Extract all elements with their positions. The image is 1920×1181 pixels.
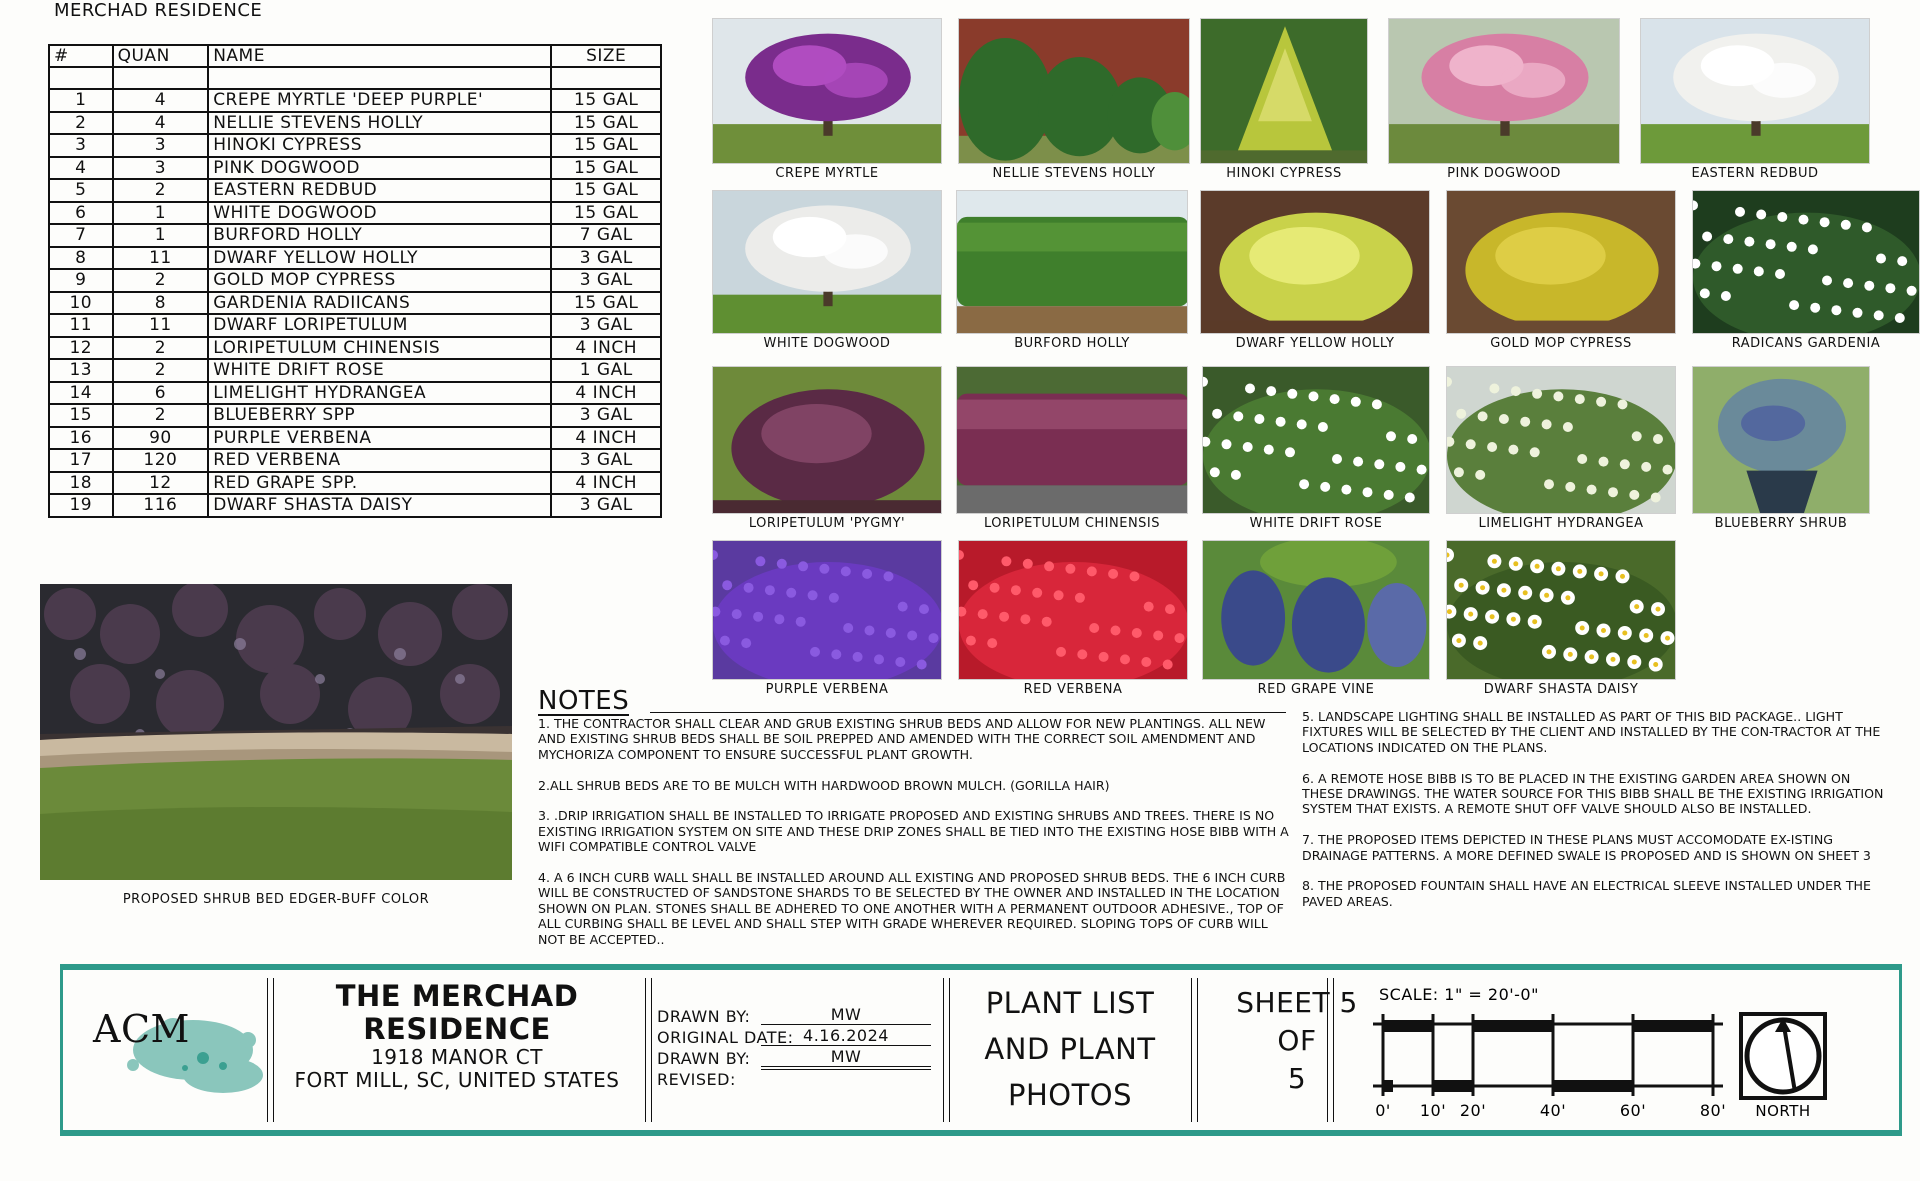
scale-label: SCALE: 1" = 20'-0" <box>1379 985 1539 1004</box>
title-divider <box>651 978 652 1122</box>
plant-photo-image <box>1640 18 1870 164</box>
plant-photo-caption: DWARF SHASTA DAISY <box>1483 682 1639 697</box>
scale-tick-20: 20' <box>1459 1101 1487 1120</box>
plant-number: 10 <box>49 292 113 315</box>
plant-photo <box>1640 18 1870 181</box>
plant-number: 16 <box>49 427 113 450</box>
original-date-label: ORIGINAL DATE: <box>657 1028 794 1047</box>
plant-size: 3 GAL <box>551 449 661 472</box>
plant-number: 8 <box>49 247 113 270</box>
plant-name: DWARF LORIPETULUM <box>208 314 551 337</box>
table-spacer-row <box>49 67 661 89</box>
project-address-line-2: FORT MILL, SC, UNITED STATES <box>294 1068 620 1092</box>
scale-tick-60: 60' <box>1619 1101 1647 1120</box>
plant-photo-image <box>1446 190 1676 334</box>
table-row <box>49 134 661 157</box>
plant-photo <box>712 18 942 181</box>
title-divider <box>273 978 274 1122</box>
title-divider <box>1327 978 1328 1122</box>
revised-label: REVISED: <box>657 1070 736 1089</box>
plant-photo-caption: EASTERN REDBUD <box>1691 166 1819 181</box>
plant-size: 3 GAL <box>551 269 661 292</box>
drawn-by-row <box>657 1006 937 1027</box>
plant-quantity: 12 <box>113 472 209 495</box>
plant-quantity: 2 <box>113 337 209 360</box>
plant-photo <box>712 366 942 531</box>
plant-photo <box>1446 366 1676 531</box>
plant-photo-caption: BURFORD HOLLY <box>1014 336 1130 351</box>
sheet-description-line-2: AND PLANT <box>984 1032 1156 1066</box>
plant-photo-caption: HINOKI CYPRESS <box>1226 166 1342 181</box>
edger-photo <box>40 584 512 907</box>
firm-logo <box>73 970 263 1130</box>
plant-name: GOLD MOP CYPRESS <box>208 269 551 292</box>
column-header-name: NAME <box>208 45 551 67</box>
plant-photo <box>1202 366 1430 531</box>
note-1: 1. THE CONTRACTOR SHALL CLEAR AND GRUB EXISTING SHRUB BEDS AND ALLOW FOR NEW PLANTINGS. ALL NEW AND EXISTING SHRUB BEDS SHALL BE SOIL PREPPED AND AMENDED WITH THE CORRECT SOIL AMENDMENT AND MYCHORIZA COMPONENT TO ENSURE SUCCESSFUL PLANT GROWTH. <box>538 716 1266 762</box>
sheet-description <box>955 970 1185 1130</box>
plant-photo <box>956 190 1188 351</box>
original-date-value: 4.16.2024 <box>761 1027 931 1046</box>
project-name: THE MERCHAD RESIDENCE <box>335 979 579 1046</box>
plant-name: DWARF SHASTA DAISY <box>208 494 551 517</box>
plant-name: PINK DOGWOOD <box>208 157 551 180</box>
scale-tick-40: 40' <box>1539 1101 1567 1120</box>
project-address-line-1: 1918 MANOR CT <box>371 1045 543 1069</box>
note-6: 6. A REMOTE HOSE BIBB IS TO BE PLACED IN THE EXISTING GARDEN AREA SHOWN ON THESE DRAWINGS. THE WATER SOURCE FOR THIS BIBB SHALL BE THE EXISTING IRRIGATION SYSTEM THAT EXISTS. A REMOTE SHUT OFF VALVE SHOULD ALSO BE INSTALLED. <box>1302 770 1884 817</box>
plant-photo-image <box>1388 18 1620 164</box>
plant-number: 2 <box>49 112 113 135</box>
plant-photo <box>1446 540 1676 697</box>
sheet-number-line-1: SHEET 5 <box>1236 986 1358 1019</box>
plant-number: 7 <box>49 224 113 247</box>
plant-quantity: 90 <box>113 427 209 450</box>
table-row <box>49 449 661 472</box>
scale-and-north <box>1363 970 1853 1130</box>
plant-photo-caption: RED GRAPE VINE <box>1257 682 1375 697</box>
table-row <box>49 292 661 315</box>
column-header-quantity: QUAN <box>113 45 209 67</box>
table-row <box>49 269 661 292</box>
plant-photo-image <box>1202 540 1430 680</box>
drawing-info <box>657 970 937 1130</box>
plant-size: 1 GAL <box>551 359 661 382</box>
plant-size: 15 GAL <box>551 292 661 315</box>
title-block <box>60 964 1902 1136</box>
plant-number: 18 <box>49 472 113 495</box>
plant-size: 3 GAL <box>551 247 661 270</box>
sheet-description-line-1: PLANT LIST <box>985 986 1155 1020</box>
plant-photo <box>958 18 1190 181</box>
title-divider <box>1191 978 1192 1122</box>
column-header-size: SIZE <box>551 45 661 67</box>
table-row <box>49 112 661 135</box>
plant-photo-caption: LIMELIGHT HYDRANGEA <box>1478 516 1644 531</box>
plant-photo-image <box>958 18 1190 164</box>
notes-right-column <box>1302 709 1892 925</box>
plant-name: RED GRAPE SPP. <box>208 472 551 495</box>
plant-photo <box>1446 190 1676 351</box>
plant-photo <box>1200 18 1368 181</box>
plant-size: 3 GAL <box>551 494 661 517</box>
plant-quantity: 2 <box>113 359 209 382</box>
plant-photo-image <box>1200 18 1368 164</box>
plant-size: 7 GAL <box>551 224 661 247</box>
plant-quantity: 116 <box>113 494 209 517</box>
plant-photo-image <box>1202 366 1430 514</box>
notes-left-column <box>538 716 1290 962</box>
plant-name: BURFORD HOLLY <box>208 224 551 247</box>
logo-text: acm <box>93 1007 190 1051</box>
plant-size: 4 INCH <box>551 472 661 495</box>
plant-name: RED VERBENA <box>208 449 551 472</box>
plant-name: DWARF YELLOW HOLLY <box>208 247 551 270</box>
drawn-by-value: MW <box>761 1006 931 1025</box>
plant-quantity: 3 <box>113 134 209 157</box>
plant-number: 14 <box>49 382 113 405</box>
plant-number: 15 <box>49 404 113 427</box>
plant-name: HINOKI CYPRESS <box>208 134 551 157</box>
notes-underline <box>650 712 1286 713</box>
plant-quantity: 2 <box>113 269 209 292</box>
plant-size: 3 GAL <box>551 404 661 427</box>
plant-photo-caption: WHITE DOGWOOD <box>763 336 891 351</box>
plant-size: 4 INCH <box>551 337 661 360</box>
plant-size: 3 GAL <box>551 314 661 337</box>
plant-name: EASTERN REDBUD <box>208 179 551 202</box>
plant-number: 6 <box>49 202 113 225</box>
plant-photo-caption: RED VERBENA <box>1023 682 1123 697</box>
plant-photo <box>1692 366 1870 531</box>
plant-name: PURPLE VERBENA <box>208 427 551 450</box>
drawn-by-row-2 <box>657 1048 937 1069</box>
table-row <box>49 472 661 495</box>
north-label: NORTH <box>1755 1102 1811 1120</box>
column-header-number: # <box>49 45 113 67</box>
plant-quantity: 120 <box>113 449 209 472</box>
plant-size: 15 GAL <box>551 134 661 157</box>
plant-number: 5 <box>49 179 113 202</box>
table-row <box>49 382 661 405</box>
note-4: 4. A 6 INCH CURB WALL SHALL BE INSTALLED AROUND ALL EXISTING AND PROPOSED SHRUB BEDS. THE 6 INCH CURB WILL BE CONSTRUCTED OF SANDSTONE SHARDS TO BE SELECTED BY THE OWNER AND INSTALLED IN THE LOCATION SHOWN ON PLAN. STONES SHALL BE ADHERED TO ONE ANOTHER WITH A PERMANENT OUTDOOR ADHESIVE., TOP OF ALL CURBING SHALL BE LEVEL AND SHALL STEP WITH GRADE WHEREVER REQUIRED. SLOPING TOPS OF CURB WILL NOT BE ACCEPTED.. <box>538 870 1286 947</box>
plant-number: 9 <box>49 269 113 292</box>
table-row <box>49 224 661 247</box>
table-row <box>49 247 661 270</box>
plant-photo-image <box>956 366 1188 514</box>
plant-quantity: 11 <box>113 247 209 270</box>
sheet-description-line-3: PHOTOS <box>1007 1078 1133 1112</box>
plant-quantity: 1 <box>113 202 209 225</box>
plant-name: WHITE DRIFT ROSE <box>208 359 551 382</box>
plant-photo-image <box>712 366 942 514</box>
title-divider <box>949 978 950 1122</box>
north-arrow-icon <box>1741 1014 1825 1098</box>
plant-photo <box>712 190 942 351</box>
plant-name: NELLIE STEVENS HOLLY <box>208 112 551 135</box>
plant-photo <box>956 366 1188 531</box>
notes-heading: NOTES <box>538 686 630 716</box>
table-row <box>49 337 661 360</box>
plant-quantity: 4 <box>113 112 209 135</box>
scale-tick-80: 80' <box>1699 1101 1727 1120</box>
table-row <box>49 89 661 112</box>
title-divider <box>1333 978 1334 1122</box>
plant-photo-image <box>1692 190 1920 334</box>
plant-photo-image <box>1446 366 1676 514</box>
plant-name: WHITE DOGWOOD <box>208 202 551 225</box>
plant-photo-caption: CREPE MYRTLE <box>775 166 879 181</box>
plant-list-table <box>48 44 662 518</box>
plant-number: 19 <box>49 494 113 517</box>
edger-caption: PROPOSED SHRUB BED EDGER-BUFF COLOR <box>122 892 430 907</box>
plant-photo-image <box>956 190 1188 334</box>
plant-quantity: 3 <box>113 157 209 180</box>
title-divider <box>267 978 268 1122</box>
table-header-row <box>49 45 661 67</box>
plant-photo-caption: RADICANS GARDENIA <box>1731 336 1881 351</box>
plant-quantity: 11 <box>113 314 209 337</box>
plant-photo <box>1200 190 1430 351</box>
plant-size: 15 GAL <box>551 202 661 225</box>
plant-photo <box>1388 18 1620 181</box>
note-5: 5. LANDSCAPE LIGHTING SHALL BE INSTALLED AS PART OF THIS BID PACKAGE.. LIGHT FIXTURES WILL BE SELECTED BY THE CLIENT AND INSTALLED BY THE CON-TRACTOR AT THE LOCATIONS INDICATED ON THE PLANS. <box>1302 709 1881 755</box>
edger-photo-image <box>40 584 512 880</box>
table-row <box>49 157 661 180</box>
plant-photo-caption: LORIPETULUM 'PYGMY' <box>748 516 906 531</box>
drawn-by-value-2: MW <box>761 1048 931 1067</box>
plant-size: 15 GAL <box>551 89 661 112</box>
plant-number: 4 <box>49 157 113 180</box>
note-8: 8. THE PROPOSED FOUNTAIN SHALL HAVE AN ELECTRICAL SLEEVE INSTALLED UNDER THE PAVED AREAS. <box>1302 878 1871 909</box>
plant-photo-caption: PURPLE VERBENA <box>765 682 889 697</box>
revised-value <box>761 1069 931 1070</box>
table-row <box>49 202 661 225</box>
plant-photo-image <box>958 540 1188 680</box>
table-row <box>49 427 661 450</box>
table-row <box>49 359 661 382</box>
plant-quantity: 2 <box>113 404 209 427</box>
note-3: 3. .DRIP IRRIGATION SHALL BE INSTALLED TO IRRIGATE PROPOSED AND EXISTING SHRUBS AND TREES. THERE IS NO EXISTING IRRIGATION SYSTEM ON SITE AND THESE DRIP ZONES SHALL BE TIED INTO THE EXISTING HOSE BIBB WITH A WIFI COMPATIBLE CONTROL VALVE <box>538 808 1289 855</box>
plant-photo-caption: NELLIE STEVENS HOLLY <box>992 166 1156 181</box>
plant-photo-image <box>1446 540 1676 680</box>
plant-quantity: 6 <box>113 382 209 405</box>
sheet-number-line-2: OF <box>1277 1024 1317 1057</box>
drawn-by-label-2: DRAWN BY: <box>657 1049 751 1068</box>
plant-photo <box>958 540 1188 697</box>
table-row <box>49 404 661 427</box>
plant-photo-caption: BLUEBERRY SHRUB <box>1714 516 1848 531</box>
plant-number: 3 <box>49 134 113 157</box>
note-2: 2.ALL SHRUB BEDS ARE TO BE MULCH WITH HARDWOOD BROWN MULCH. (GORILLA HAIR) <box>538 777 1110 793</box>
table-row <box>49 494 661 517</box>
plant-photo-image <box>712 540 942 680</box>
plant-number: 1 <box>49 89 113 112</box>
plant-name: LORIPETULUM CHINENSIS <box>208 337 551 360</box>
plant-size: 15 GAL <box>551 157 661 180</box>
plant-photo-caption: DWARF YELLOW HOLLY <box>1235 336 1395 351</box>
plant-number: 12 <box>49 337 113 360</box>
plant-photo-image <box>712 18 942 164</box>
plant-quantity: 4 <box>113 89 209 112</box>
scale-tick-0: 0' <box>1375 1101 1391 1120</box>
plant-name: BLUEBERRY SPP <box>208 404 551 427</box>
plant-quantity: 1 <box>113 224 209 247</box>
table-row <box>49 314 661 337</box>
plant-name: CREPE MYRTLE 'DEEP PURPLE' <box>208 89 551 112</box>
sheet-title: MERCHAD RESIDENCE <box>54 0 263 21</box>
note-7: 7. THE PROPOSED ITEMS DEPICTED IN THESE PLANS MUST ACCOMODATE EX-ISTING DRAINAGE PATTERNS. A MORE DEFINED SWALE IS PROPOSED AND IS SHOWN ON SHEET 3 <box>1302 832 1871 863</box>
plant-photo-caption: PINK DOGWOOD <box>1447 166 1561 181</box>
plant-photo-image <box>1200 190 1430 334</box>
plant-name: GARDENIA RADIICANS <box>208 292 551 315</box>
plant-number: 13 <box>49 359 113 382</box>
plant-photo-caption: LORIPETULUM CHINENSIS <box>983 516 1161 531</box>
plant-size: 15 GAL <box>551 112 661 135</box>
plant-quantity: 8 <box>113 292 209 315</box>
title-divider <box>645 978 646 1122</box>
plant-size: 4 INCH <box>551 382 661 405</box>
original-date-row <box>657 1027 937 1048</box>
title-divider <box>943 978 944 1122</box>
plant-photo-image <box>712 190 942 334</box>
plant-quantity: 2 <box>113 179 209 202</box>
plant-size: 15 GAL <box>551 179 661 202</box>
drawn-by-label: DRAWN BY: <box>657 1007 751 1026</box>
table-row <box>49 179 661 202</box>
plant-photo <box>1692 190 1920 351</box>
plant-photo-caption: WHITE DRIFT ROSE <box>1249 516 1383 531</box>
plant-photo-caption: GOLD MOP CYPRESS <box>1490 336 1632 351</box>
plant-size: 4 INCH <box>551 427 661 450</box>
plant-name: LIMELIGHT HYDRANGEA <box>208 382 551 405</box>
plant-number: 17 <box>49 449 113 472</box>
scale-tick-10: 10' <box>1419 1101 1447 1120</box>
plant-photo <box>712 540 942 697</box>
revised-row <box>657 1069 937 1090</box>
project-info <box>277 970 637 1130</box>
plant-photo-image <box>1692 366 1870 514</box>
plant-number: 11 <box>49 314 113 337</box>
plant-photo <box>1202 540 1430 697</box>
sheet-number-line-3: 5 <box>1287 1062 1307 1095</box>
